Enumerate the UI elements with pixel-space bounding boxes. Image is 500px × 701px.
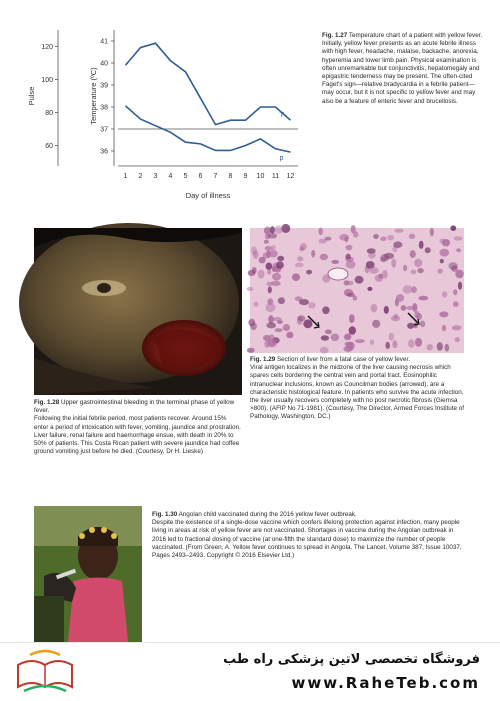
cell-nucleus [372,320,380,328]
footer-url-link[interactable]: www.RaheTeb.com [291,674,480,692]
cell-nucleus [252,267,257,274]
pulse-series-label: p [279,154,284,162]
x-tick-label: 4 [168,173,173,180]
cell-nucleus [331,334,339,342]
x-tick-label: 1 [123,173,128,180]
cell-nucleus [442,325,446,331]
cell-nucleus [286,332,293,339]
cell-nucleus [258,270,265,279]
cell-nucleus [391,315,400,321]
cell-nucleus [300,243,307,250]
pulse-tick-label: 100 [41,77,53,84]
cell-nucleus [450,225,456,231]
cell-nucleus [351,225,356,233]
cell-nucleus [325,237,332,241]
temperature-tick-label: 38 [100,104,108,112]
cell-nucleus [437,342,443,351]
cell-nucleus [458,282,462,290]
x-tick-label: 9 [243,173,248,180]
pulse-tick-label: 80 [45,110,53,117]
cell-nucleus [415,338,422,347]
cell-nucleus [303,319,312,328]
cell-nucleus [396,294,404,302]
temperature-tick-label: 37 [100,126,108,134]
cell-nucleus [367,248,376,253]
cell-nucleus [346,254,351,260]
fig30-caption [152,511,468,560]
cell-nucleus [254,302,259,307]
cell-nucleus [414,259,422,268]
cell-nucleus [442,239,450,246]
cell-nucleus [355,276,364,284]
cell-nucleus [449,262,458,269]
cell-nucleus [319,228,323,236]
cell-nucleus [299,299,309,305]
cell-nucleus [425,247,431,253]
fig29-title: Fig. 1.29 [250,356,276,363]
cell-nucleus [355,339,365,343]
cell-nucleus [331,260,339,264]
cell-nucleus [295,263,304,268]
cell-nucleus [382,270,388,279]
cell-nucleus [453,301,459,307]
fig30-photo [34,506,142,642]
fig28-title-rest: Upper gastrointestinal bleeding in the terminal phase of yellow fever. [34,399,235,415]
cell-nucleus [411,270,417,275]
cell-nucleus [392,340,397,348]
cell-nucleus [344,342,352,346]
cell-nucleus [349,326,356,335]
x-tick-label: 11 [271,173,280,180]
cell-nucleus [417,268,423,273]
cell-nucleus [268,286,272,293]
pulse-tick-label: 60 [45,143,53,150]
cell-nucleus [420,321,425,328]
cell-nucleus [266,322,276,328]
cell-nucleus [370,339,374,345]
x-axis-label: Day of illness [185,191,231,200]
cell-nucleus [278,297,285,304]
fig27-caption [322,32,484,106]
cell-nucleus [439,311,448,317]
cell-nucleus [267,282,273,286]
fig29-photo [250,228,464,353]
cell-nucleus [269,250,278,257]
fig30-body: Despite the existence of a single-dose vaccine which confers lifelong protection against infection, many people living in areas at risk of yellow fever are not vaccinated. Shortages in vaccine during the Angolan outbreak in 2016 led to fractional dosing of vaccine (at one-fifth the standard dose) to maximize the number of people vaccinated. (From Green, A. Yellow fever continues to spread in Angola. The Lancet. Volume 387, Issue 10037, Pages 2493–2493. Copyright © 2016 Elsevier Ltd.) [152,519,462,560]
cell-nucleus [275,328,283,332]
cell-nucleus [264,240,269,244]
cell-nucleus [283,324,290,331]
cell-nucleus [371,304,378,313]
cell-nucleus [401,305,407,311]
cell-nucleus [346,261,356,269]
x-tick-label: 6 [198,173,203,180]
cell-nucleus [281,224,290,233]
book-logo-icon [14,645,76,695]
cell-nucleus [247,348,255,353]
fig29-body: Viral antigen localizes in the midzone of the liver causing necrosis which spares cells bordering the central vein and portal tract. Eosinophilic intranuclear inclusions, known as Councilman bodies (arrowed), are a characteristic histological feature. In patients who survive the acute infection, the liver usually recovers completely with no post necrotic fibrosis (Giemsa ×800). (AFIP No 71-1981). (Courtesy, The Director, Armed Forces Institute of Pathology, Washington, DC.) [250,364,465,421]
cell-nucleus [250,323,257,331]
cell-nucleus [321,335,329,340]
fig29-title-rest: Section of liver from a fatal case of yellow fever. [276,356,410,363]
temperature-series-label: T [279,110,285,119]
temperature-series-line [126,43,291,124]
cell-nucleus [452,325,462,330]
cell-nucleus [346,245,353,251]
cell-nucleus [320,347,329,354]
footer-shop-name: فروشگاه تخصصی لاتین پزشکی راه طب [223,652,480,667]
temperature-axis-label: Temperature (ºC) [89,67,98,125]
cell-nucleus [276,261,284,269]
cell-nucleus [393,241,402,248]
cell-nucleus [297,256,303,261]
cell-nucleus [455,337,460,342]
cell-nucleus [409,234,415,239]
cell-nucleus [373,234,379,239]
fig27-title-rest: Temperature chart of a patient with yellow fever. [348,32,483,39]
cell-nucleus [277,320,283,324]
cell-nucleus [322,306,329,314]
cell-nucleus [270,226,275,234]
cell-nucleus [267,339,276,347]
cell-nucleus [325,330,332,335]
cell-nucleus [347,281,353,286]
fig28-title: Fig. 1.28 [34,399,60,406]
temperature-tick-label: 41 [100,38,108,46]
cell-nucleus [418,296,428,301]
temperature-tick-label: 40 [100,60,108,68]
cell-nucleus [410,250,416,258]
fig28-caption [34,399,242,456]
x-tick-label: 2 [138,173,143,180]
cell-nucleus [292,273,300,281]
cell-nucleus [456,248,461,252]
cell-nucleus [306,270,312,275]
x-tick-label: 8 [228,173,233,180]
cell-nucleus [389,333,394,341]
cell-nucleus [267,270,271,275]
pulse-axis-label: Pulse [27,86,36,106]
cell-nucleus [412,303,417,312]
cell-nucleus [266,303,276,312]
cell-nucleus [453,289,457,295]
cell-nucleus [454,236,463,240]
cell-nucleus [277,256,284,261]
x-tick-label: 7 [213,173,218,180]
cell-nucleus [271,245,276,250]
cell-nucleus [440,249,450,257]
cell-nucleus [247,287,254,291]
cell-nucleus [367,287,372,291]
cell-nucleus [308,302,315,308]
cell-nucleus [387,235,394,240]
cell-nucleus [385,342,390,349]
x-tick-label: 3 [153,173,158,180]
pulse-tick-label: 120 [41,44,53,51]
cell-nucleus [339,234,349,241]
cell-nucleus [320,254,328,260]
cell-nucleus [349,314,355,323]
cell-nucleus [253,250,259,259]
cell-nucleus [266,263,273,270]
temperature-chart [28,22,318,207]
cell-nucleus [407,323,414,329]
cell-nucleus [370,267,379,274]
cell-nucleus [408,339,415,347]
cell-nucleus [427,344,433,351]
cell-nucleus [430,228,434,237]
x-tick-label: 10 [256,173,265,180]
cell-nucleus [414,311,419,319]
cell-nucleus [265,246,272,251]
x-tick-label: 12 [286,173,295,180]
fig27-body: Initially, yellow fever presents as an acute febrile illness with high fever, headache, malaise, backache, anorexia, hyperemia and lower limb pain. Physical examination is often unremarkable but conjunctivitis, hepatomegaly and epigastric tenderness may be present. The often-cited Faget's sign—relative bradycardia in a febrile patient—may occur, but it is not specific to yellow fever and may also be a feature of enteric fever and brucellosis. [322,40,480,105]
cell-nucleus [311,250,315,257]
cell-nucleus [391,259,396,268]
cell-nucleus [380,237,386,242]
fig29-caption [250,356,464,422]
cell-nucleus [268,233,277,238]
cell-nucleus [419,241,424,249]
cell-nucleus [403,265,407,271]
cell-nucleus [347,293,355,297]
cell-nucleus [403,285,413,293]
temperature-tick-label: 36 [100,148,108,156]
cell-nucleus [263,252,268,259]
fig28-photo [34,228,242,395]
cell-nucleus [445,344,450,352]
x-tick-label: 5 [183,173,188,180]
fig30-title-rest: Angolan child vaccinated during the 2016 yellow fever outbreak. [178,511,357,518]
fig28-body: Following the initial febrile period, most patients recover. Around 15% enter a period of intoxication with fever, vomiting, jaundice and prostration. Liver failure, renal failure and haemorrhage ensue, with death in 20% to 50% of patients. This Costa Rican patient with severe jaundice had coffee ground vomiting just before he died. (Courtesy, Dr H. Lieske) [34,415,241,456]
cell-nucleus [298,315,306,321]
fig27-title: Fig. 1.27 [322,32,348,39]
cell-nucleus [384,306,389,314]
cell-nucleus [442,291,447,297]
cell-nucleus [394,229,403,233]
cell-nucleus [455,270,463,279]
cell-nucleus [272,273,281,281]
cell-nucleus [440,259,444,264]
cell-nucleus [274,225,282,233]
temperature-tick-label: 39 [100,82,108,90]
fig30-title: Fig. 1.30 [152,511,178,518]
cell-nucleus [437,269,442,274]
cell-nucleus [384,253,394,259]
